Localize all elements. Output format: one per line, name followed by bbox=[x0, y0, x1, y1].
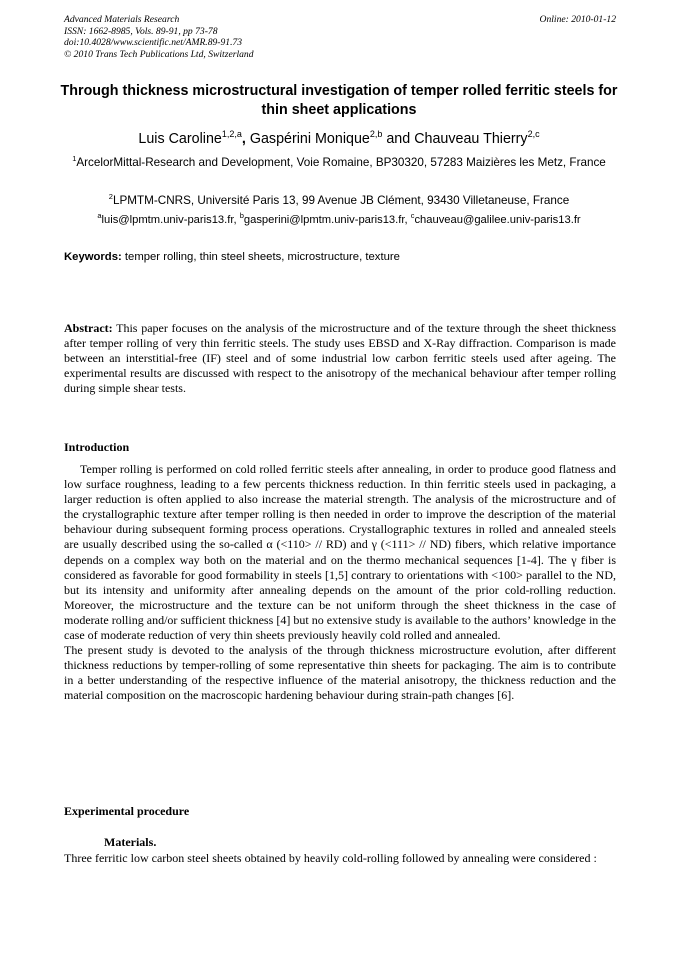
email-address: luis@lpmtm.univ-paris13.fr, bbox=[101, 214, 240, 226]
affiliation-text: LPMTM-CNRS, Université Paris 13, 99 Avenue JB Clément, 93430 Villetaneuse, France bbox=[112, 194, 570, 207]
author-affiliation-mark: 2,b bbox=[369, 129, 383, 139]
author-name: Luis Caroline bbox=[138, 131, 222, 147]
affiliation-text: ArcelorMittal-Research and Development, Voie Romaine, BP30320, 57283 Maizières les Metz, France bbox=[76, 156, 606, 169]
introduction-paragraph-1: Temper rolling is performed on cold rolled ferritic steels after annealing, in order to produce good flatness and low surface roughness, leading to a few percents thickness reduction. In thin ferritic steels used in packaging, a larger reduction is often applied to also increase the material strength. The analysis of the microstructure and of the crystallographic texture after temper rolling is then needed in order to improve the description of the material behaviour during subsequent forming process operations. Crystallographic textures in rolled and annealed steels are usually described using the so-called α (<110> // RD) and γ (<111> // ND) fibers, which relative importance depends on a complex way both on the material and on the thermo mechanical sequences [1-4]. The γ fiber is considered as favorable for good formability in steels [1,5] contrary to orientations with <100> parallel to the ND, but its intensity and uniformity after annealing depends on the amount of the prior cold-rolling reduction. Moreover, the microstructure and the texture can be not uniform through the sheet thickness in the case of moderate rolling and/or sufficient thickness [4] but no extensive study is available to the authors’ knowledge in the case of moderate reduction of very thin sheets previously heavily cold rolled and annealed. bbox=[64, 462, 616, 643]
author-affiliation-mark: 1,2,a bbox=[221, 129, 242, 139]
email-address: chauveau@galilee.univ-paris13.fr bbox=[414, 214, 581, 226]
author-list bbox=[58, 129, 620, 149]
experimental-heading: Experimental procedure bbox=[64, 804, 190, 818]
materials-subheading: Materials. bbox=[104, 835, 157, 849]
journal-info bbox=[64, 14, 616, 60]
journal-header bbox=[64, 14, 616, 60]
materials-text: Three ferritic low carbon steel sheets obtained by heavily cold-rolling followed by annealing were considered : bbox=[64, 851, 597, 865]
abstract-label: Abstract: bbox=[64, 321, 113, 335]
author-separator: and bbox=[382, 131, 415, 147]
journal-copyright: © 2010 Trans Tech Publications Ltd, Switzerland bbox=[64, 48, 254, 60]
journal-doi: doi:10.4028/www.scientific.net/AMR.89-91.73 bbox=[64, 37, 243, 49]
keywords-text: temper rolling, thin steel sheets, microstructure, texture bbox=[121, 251, 400, 263]
introduction-body bbox=[64, 462, 616, 704]
journal-name: Advanced Materials Research bbox=[64, 14, 180, 25]
email-mark: c bbox=[410, 211, 415, 220]
paper-title: Through thickness microstructural investigation of temper rolled ferritic steels for thin sheet applications bbox=[60, 83, 618, 118]
email-mark: a bbox=[97, 211, 102, 220]
email-address: gasperini@lpmtm.univ-paris13.fr, bbox=[243, 214, 411, 226]
affiliation-mark: 2 bbox=[108, 192, 113, 201]
author-emails bbox=[58, 213, 620, 228]
affiliation-mark: 1 bbox=[72, 154, 77, 163]
author-name: Gaspérini Monique bbox=[249, 131, 370, 147]
email-mark: b bbox=[239, 211, 244, 220]
keywords bbox=[64, 250, 616, 265]
keywords-label: Keywords: bbox=[64, 251, 122, 263]
online-date: Online: 2010-01-12 bbox=[539, 14, 616, 25]
abstract bbox=[64, 321, 616, 396]
journal-issn: ISSN: 1662-8985, Vols. 89-91, pp 73-78 bbox=[64, 25, 218, 37]
abstract-text: This paper focuses on the analysis of the microstructure and of the texture through the sheet thickness after temper rolling of very thin ferritic steels. The study uses EBSD and X-Ray diffraction. Comparison is made between an interstitial-free (IF) steel and of some industrial low carbon ferritic steels used after ageing. The experimental results are discussed with respect to the anisotropy of the mechanical behaviour after temper rolling during simple shear tests. bbox=[64, 321, 616, 396]
introduction-paragraph-2: The present study is devoted to the analysis of the through thickness microstructure evolution, after different thickness reductions by temper-rolling of some representative thin sheets for packaging. The aim is to contribute in a better understanding of the respective influence of the material anisotropy, the thickness reduction and the material composition on the macroscopic hardening behaviour during strain-path changes [6]. bbox=[64, 643, 616, 703]
author-name: Chauveau Thierry bbox=[414, 131, 528, 147]
introduction-heading: Introduction bbox=[64, 440, 130, 454]
author-separator: , bbox=[241, 131, 250, 147]
author-affiliation-mark: 2,c bbox=[527, 129, 540, 139]
affiliation-2 bbox=[58, 193, 620, 208]
affiliation-1 bbox=[58, 155, 620, 170]
